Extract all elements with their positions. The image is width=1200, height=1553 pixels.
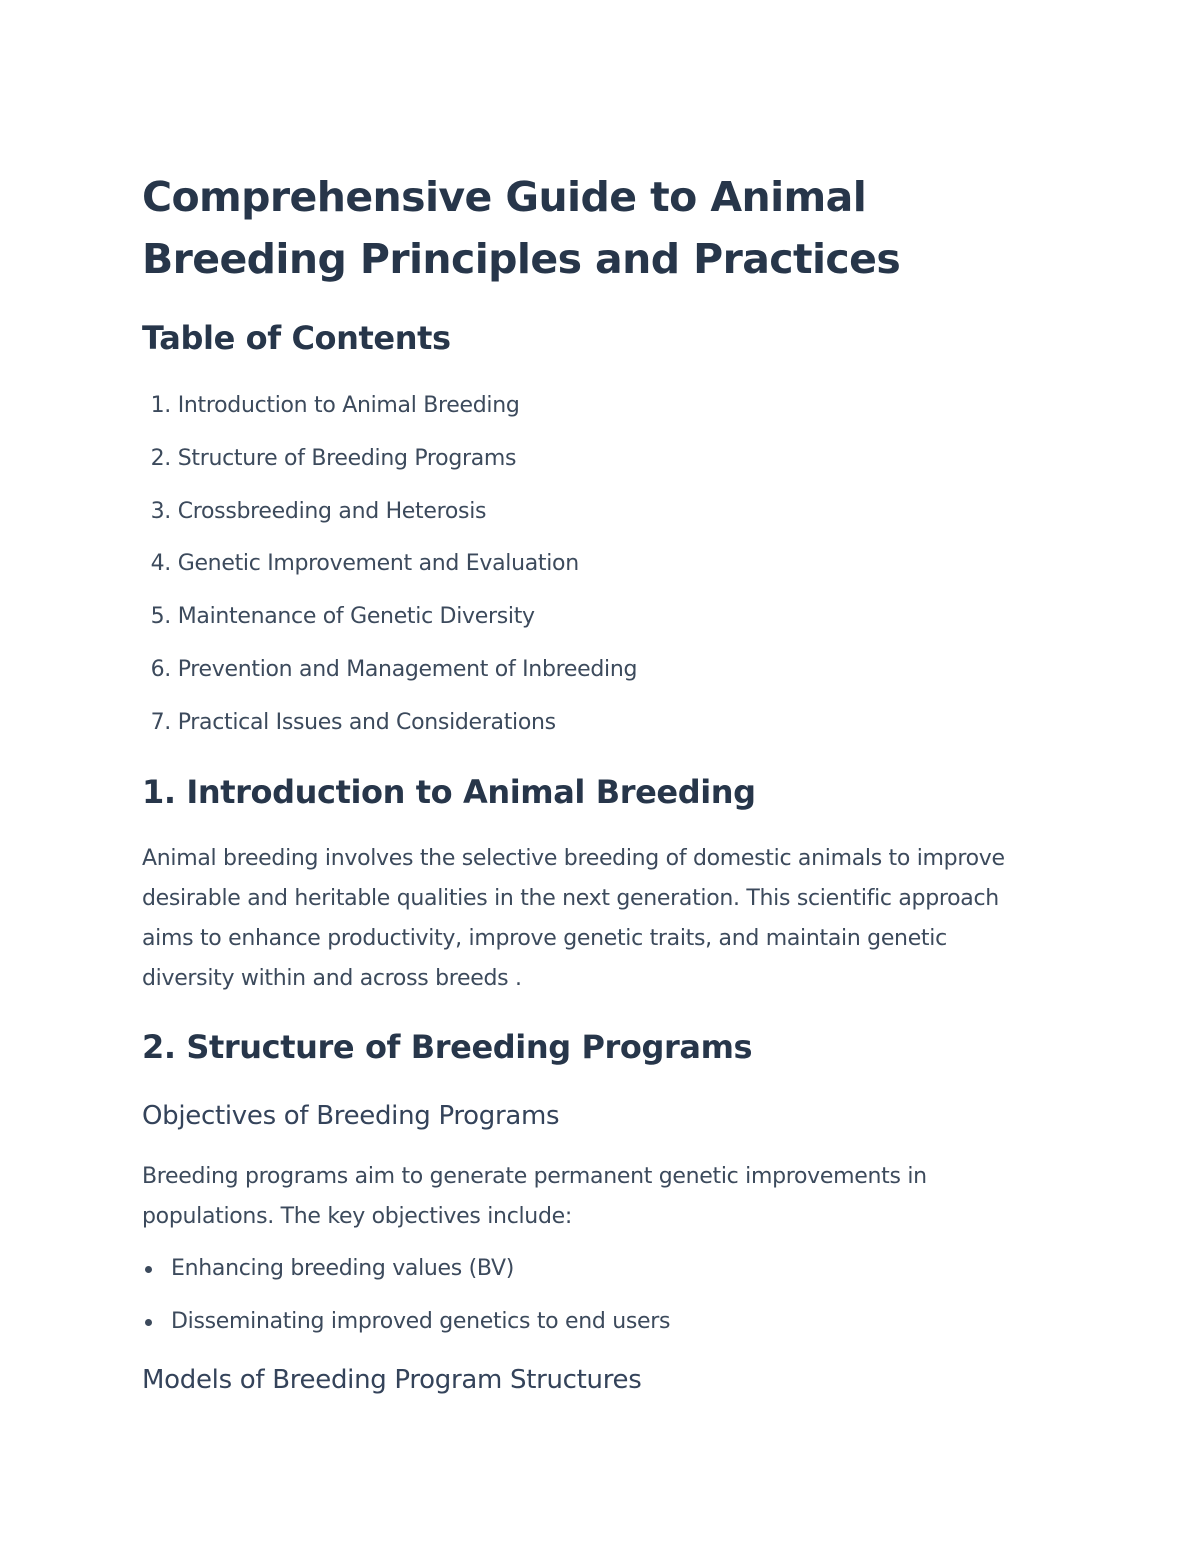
section-heading-structure: 2. Structure of Breeding Programs (142, 1028, 753, 1066)
toc-item-label: Introduction to Animal Breeding (177, 393, 520, 418)
toc-item (142, 597, 637, 650)
toc-list (142, 386, 637, 756)
section-heading-introduction: 1. Introduction to Animal Breeding (142, 773, 756, 811)
toc-item-number: 4. (150, 551, 171, 577)
toc-item-number: 1. (150, 393, 171, 418)
subheading-objectives: Objectives of Breeding Programs (142, 1101, 560, 1131)
introduction-paragraph: Animal breeding involves the selective breeding of domestic animals to improve desirable and heritable qualities in the next generation. This scientific approach aims to enhance productivity, improve genetic traits, and maintain genetic diversity within and across breeds . (142, 846, 1005, 991)
toc-item (142, 439, 637, 492)
toc-item-label: Genetic Improvement and Evaluation (177, 551, 579, 577)
toc-item (142, 492, 637, 545)
bullet-icon (145, 1266, 152, 1273)
toc-item-label: Prevention and Management of Inbreeding (177, 656, 638, 682)
toc-item (142, 544, 637, 597)
toc-item-number: 7. (150, 709, 171, 735)
subheading-models: Models of Breeding Program Structures (142, 1365, 642, 1395)
document-title: Comprehensive Guide to Animal Breeding Principles and Practices (142, 173, 901, 283)
toc-item (142, 386, 637, 439)
toc-item (142, 650, 637, 703)
bullet-icon (145, 1319, 152, 1326)
objectives-paragraph: Breeding programs aim to generate permanent genetic improvements in populations. The key objectives include: (142, 1164, 927, 1229)
toc-item-label: Maintenance of Genetic Diversity (177, 604, 535, 630)
list-item (142, 1249, 670, 1302)
toc-item-number: 2. (150, 445, 171, 471)
toc-heading: Table of Contents (142, 319, 451, 357)
toc-item-label: Crossbreeding and Heterosis (177, 498, 487, 524)
list-item-label: Disseminating improved genetics to end users (171, 1309, 671, 1334)
toc-item-number: 6. (150, 656, 171, 682)
list-item-label: Enhancing breeding values (BV) (171, 1256, 515, 1281)
list-item (142, 1302, 670, 1355)
toc-item-label: Structure of Breeding Programs (177, 445, 517, 471)
toc-item-number: 5. (150, 604, 171, 630)
objectives-bullet-list (142, 1249, 670, 1355)
toc-item (142, 703, 637, 756)
toc-item-label: Practical Issues and Considerations (177, 709, 556, 735)
toc-item-number: 3. (150, 498, 171, 524)
